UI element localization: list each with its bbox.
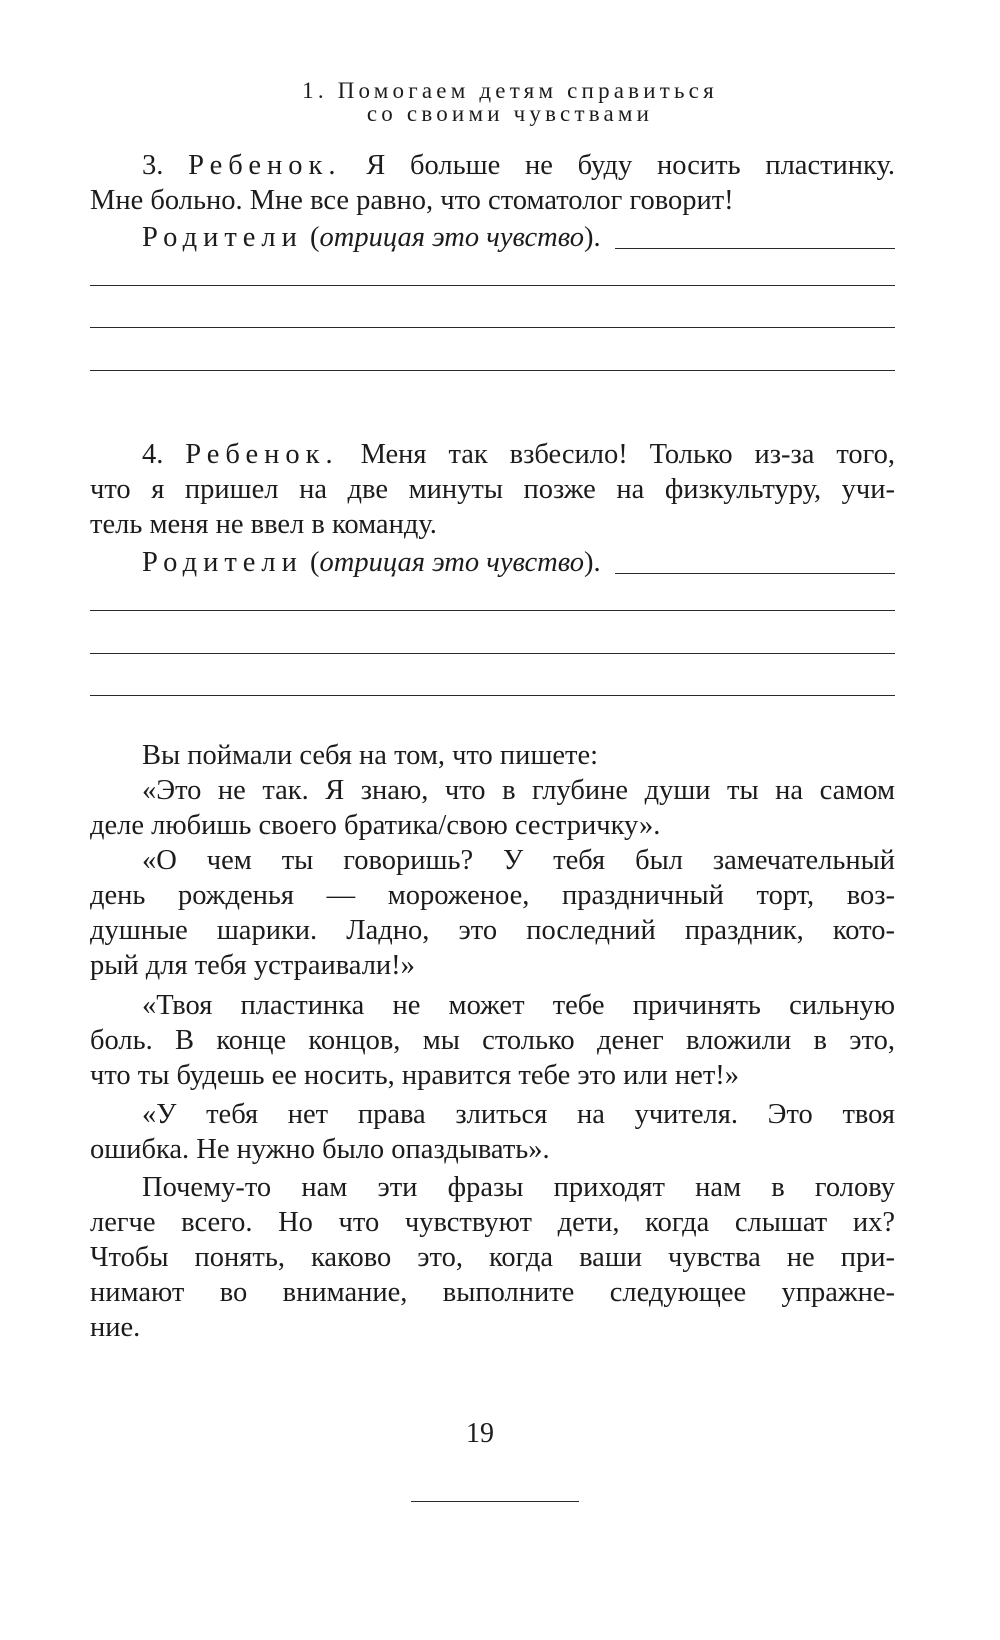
exercise-4-line-1-text: Меня так взбесило! Только из-за того,	[360, 439, 895, 470]
exercise-3-parent-instruction: отрицая это чувство	[319, 222, 584, 253]
exercise-4-line-3: тель меня не ввел в команду.	[90, 509, 437, 540]
closing-line-3: Чтобы понять, каково это, когда ваши чувства не при-	[90, 1242, 895, 1273]
page-number-text: 19	[466, 1418, 494, 1449]
exercise-4-answer-line-1[interactable]	[90, 610, 895, 611]
quote-4-paragraph	[90, 1097, 895, 1167]
exercise-3-line-2: Мне больно. Мне все равно, что стоматолог говорит!	[90, 185, 734, 216]
exercise-4-prompt	[90, 437, 895, 542]
quote-1-paragraph	[90, 773, 895, 843]
quote-3-line-3: что ты будешь ее носить, нравится тебе это или нет!»	[90, 1060, 740, 1091]
intro-text: Вы поймали себя на том, что пишете:	[142, 740, 599, 771]
closing-line-5: ние.	[90, 1312, 141, 1343]
quote-1-line-1: «Это не так. Я знаю, что в глубине души ты на самом	[142, 775, 895, 806]
closing-paragraph	[90, 1170, 895, 1345]
exercise-3-parent-label: Родители	[142, 222, 303, 253]
exercise-3-answer-line-3[interactable]	[90, 370, 895, 371]
page-number-rule	[411, 1501, 579, 1502]
quote-3-paragraph	[90, 988, 895, 1093]
exercise-4-answer-line-3[interactable]	[90, 695, 895, 696]
exercise-3-answer-blank[interactable]	[615, 248, 895, 249]
exercise-4-line-2: что я пришел на две минуты позже на физкультуру, учи-	[90, 474, 895, 505]
running-header-line-2: со своими чувствами	[366, 101, 654, 126]
quote-2-paragraph	[90, 843, 895, 983]
exercise-4-number: 4.	[142, 439, 164, 470]
exercise-4-answer-blank[interactable]	[615, 573, 895, 574]
exercise-3-speaker: Ребенок.	[188, 150, 342, 181]
quote-2-line-1: «О чем ты говоришь? У тебя был замечательный	[142, 845, 895, 876]
exercise-3-answer-line-1[interactable]	[90, 285, 895, 286]
exercise-3-prompt	[90, 148, 895, 218]
closing-line-1: Почему-то нам эти фразы приходят нам в голову	[142, 1172, 895, 1203]
exercise-3-number: 3.	[142, 150, 164, 181]
quote-2-line-4: рый для тебя устраивали!»	[90, 950, 415, 981]
quote-4-line-2: ошибка. Не нужно было опаздывать».	[90, 1134, 550, 1165]
exercise-4-answer-line-2[interactable]	[90, 653, 895, 654]
quote-4-line-1: «У тебя нет права злиться на учителя. Это твоя	[142, 1099, 895, 1130]
exercise-3-line-1	[90, 148, 895, 183]
exercise-4-line-1	[90, 437, 895, 472]
exercise-4-parent-response: Родители ( отрицая это чувство ).	[142, 545, 895, 580]
running-header-line-1: 1. Помогаем детям справиться	[302, 78, 718, 103]
exercise-3-parent-response: Родители ( отрицая это чувство ).	[142, 220, 895, 255]
intro-paragraph	[90, 738, 895, 773]
closing-line-2: легче всего. Но что чувствуют дети, когда слышат их?	[90, 1207, 895, 1238]
exercise-3-line-1-text: Я больше не буду носить пластинку.	[366, 150, 896, 181]
closing-line-4: нимают во внимание, выполните следующее упражне-	[90, 1277, 895, 1308]
exercise-3-answer-line-2[interactable]	[90, 327, 895, 328]
quote-3-line-2: боль. В конце концов, мы столько денег вложили в это,	[90, 1025, 895, 1056]
quote-2-line-2: день рожденья — мороженое, праздничный торт, воз-	[90, 880, 895, 911]
quote-1-line-2: деле любишь своего братика/свою сестричку».	[90, 810, 661, 841]
exercise-4-parent-instruction: отрицая это чувство	[319, 547, 584, 578]
quote-2-line-3: душные шарики. Ладно, это последний праздник, кото-	[90, 915, 895, 946]
page-number	[0, 1418, 1000, 1450]
exercise-4-parent-label: Родители	[142, 547, 303, 578]
exercise-4-speaker: Ребенок.	[185, 439, 339, 470]
quote-3-line-1: «Твоя пластинка не может тебе причинять сильную	[142, 990, 895, 1021]
